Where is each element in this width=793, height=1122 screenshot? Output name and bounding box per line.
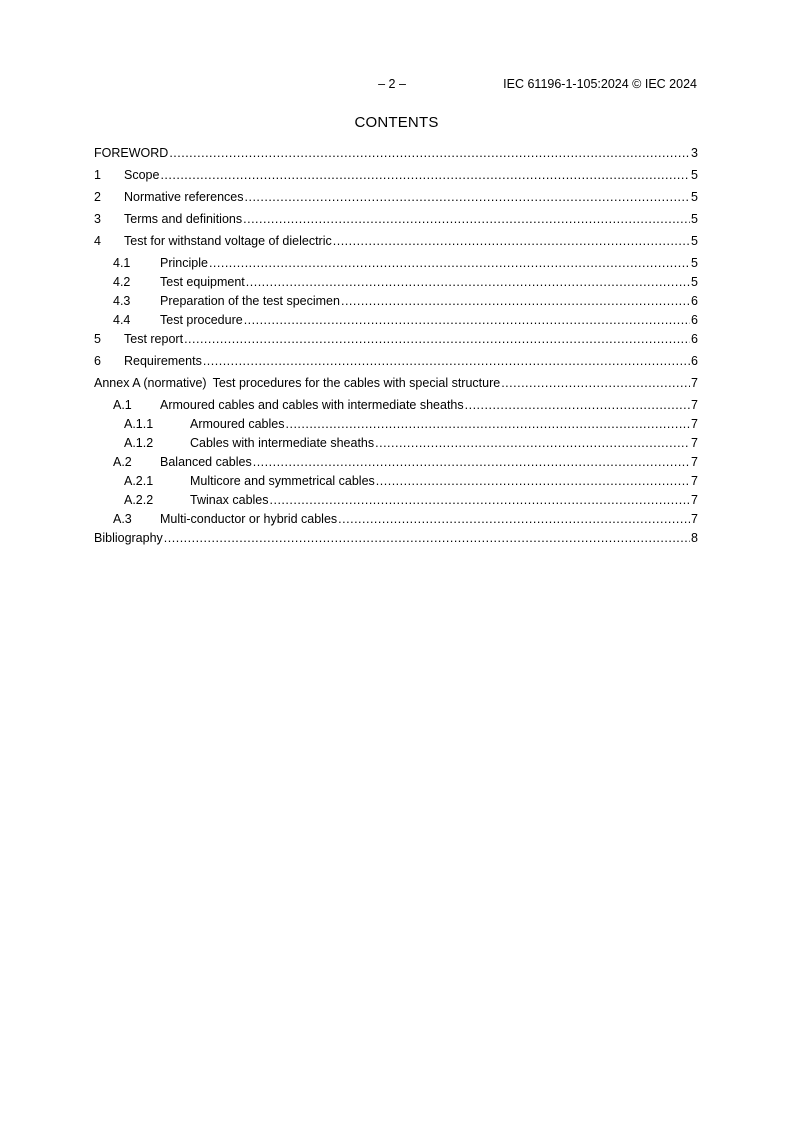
toc-entry-terms-and-definitions[interactable] [94, 211, 698, 227]
toc-entry-intermediate-sheaths[interactable] [94, 435, 698, 451]
table-of-contents [94, 145, 698, 546]
page-header [0, 76, 793, 92]
toc-entry-page: 6 [691, 354, 698, 368]
document-reference: IEC 61196-1-105:2024 © IEC 2024 [503, 77, 697, 91]
toc-entry-page: 5 [691, 168, 698, 182]
toc-entry-number: A.2 [113, 455, 132, 469]
toc-entry-test-procedure[interactable] [94, 312, 698, 328]
toc-entry-label: Multi-conductor or hybrid cables [160, 512, 338, 526]
toc-entry-label: Armoured cables and cables with intermediate sheaths [160, 398, 464, 412]
toc-entry-label: Test procedures for the cables with special structure [212, 376, 501, 390]
toc-dot-leader [376, 473, 690, 489]
toc-entry-foreword[interactable] [94, 145, 698, 161]
toc-entry-label: Principle [160, 256, 208, 270]
toc-dot-leader [465, 397, 690, 413]
toc-entry-annex-a[interactable] [94, 375, 698, 391]
toc-entry-number: A.1 [113, 398, 132, 412]
toc-entry-normative-references[interactable] [94, 189, 698, 205]
toc-entry-number: 2 [94, 190, 101, 204]
toc-entry-number: A.1.1 [124, 417, 154, 431]
toc-entry-multicore-symmetrical[interactable] [94, 473, 698, 489]
toc-entry-label: Test for withstand voltage of dielectric [124, 234, 332, 248]
toc-entry-label: Test procedure [160, 313, 243, 327]
toc-entry-page: 7 [691, 417, 698, 431]
toc-entry-page: 7 [691, 493, 698, 507]
toc-entry-number: 4.3 [113, 294, 131, 308]
toc-entry-label: Scope [124, 168, 160, 182]
toc-entry-multi-conductor-hybrid[interactable] [94, 511, 698, 527]
toc-entry-number: 4.1 [113, 256, 131, 270]
toc-entry-balanced-cables[interactable] [94, 454, 698, 470]
toc-entry-page: 6 [691, 294, 698, 308]
toc-entry-label: Test equipment [160, 275, 245, 289]
toc-entry-label: Multicore and symmetrical cables [190, 474, 375, 488]
toc-entry-test-withstand-voltage[interactable] [94, 233, 698, 249]
toc-entry-armoured-intermediate[interactable] [94, 397, 698, 413]
toc-entry-number: 1 [94, 168, 101, 182]
toc-dot-leader [338, 511, 690, 527]
toc-entry-number: 5 [94, 332, 101, 346]
toc-entry-page: 5 [691, 190, 698, 204]
toc-entry-page: 5 [691, 212, 698, 226]
toc-entry-label: Requirements [124, 354, 202, 368]
page-number: – 2 – [378, 77, 406, 91]
toc-entry-page: 8 [691, 531, 698, 545]
toc-entry-page: 7 [691, 455, 698, 469]
toc-entry-number: 6 [94, 354, 101, 368]
toc-entry-label: Armoured cables [190, 417, 285, 431]
toc-entry-preparation-test-specimen[interactable] [94, 293, 698, 309]
toc-entry-number: A.2.1 [124, 474, 154, 488]
toc-dot-leader [253, 454, 690, 470]
toc-entry-twinax-cables[interactable] [94, 492, 698, 508]
toc-entry-label: Preparation of the test specimen [160, 294, 340, 308]
toc-dot-leader [203, 353, 690, 369]
toc-dot-leader [164, 530, 690, 546]
toc-dot-leader [160, 167, 690, 183]
toc-dot-leader [375, 435, 690, 451]
toc-entry-number: 4.4 [113, 313, 131, 327]
toc-entry-label: FOREWORD [94, 146, 169, 160]
toc-entry-page: 5 [691, 275, 698, 289]
toc-entry-page: 7 [691, 436, 698, 450]
toc-dot-leader [286, 416, 691, 432]
contents-title: CONTENTS [354, 114, 439, 131]
toc-dot-leader [209, 255, 690, 271]
toc-entry-label: Twinax cables [190, 493, 269, 507]
toc-entry-label: Normative references [124, 190, 244, 204]
toc-dot-leader [246, 274, 690, 290]
toc-entry-page: 6 [691, 332, 698, 346]
toc-dot-leader [244, 312, 690, 328]
toc-dot-leader [333, 233, 690, 249]
toc-dot-leader [169, 145, 690, 161]
toc-entry-number: A.2.2 [124, 493, 154, 507]
toc-dot-leader [501, 375, 690, 391]
toc-entry-label: Terms and definitions [124, 212, 243, 226]
toc-entry-scope[interactable] [94, 167, 698, 183]
toc-entry-page: 3 [691, 146, 698, 160]
toc-entry-page: 5 [691, 256, 698, 270]
toc-entry-page: 7 [691, 512, 698, 526]
toc-entry-test-equipment[interactable] [94, 274, 698, 290]
toc-dot-leader [245, 189, 691, 205]
toc-entry-page: 7 [691, 474, 698, 488]
toc-entry-number: 3 [94, 212, 101, 226]
toc-entry-test-report[interactable] [94, 331, 698, 347]
toc-entry-armoured-cables[interactable] [94, 416, 698, 432]
toc-dot-leader [270, 492, 691, 508]
toc-entry-number: 4.2 [113, 275, 131, 289]
toc-entry-label: Cables with intermediate sheaths [190, 436, 375, 450]
toc-dot-leader [243, 211, 690, 227]
toc-entry-requirements[interactable] [94, 353, 698, 369]
toc-entry-number: A.3 [113, 512, 132, 526]
toc-entry-page: 7 [691, 376, 698, 390]
toc-entry-principle[interactable] [94, 255, 698, 271]
toc-entry-label: Balanced cables [160, 455, 252, 469]
toc-entry-number: Annex A (normative) [94, 376, 207, 390]
toc-dot-leader [341, 293, 690, 309]
toc-dot-leader [184, 331, 690, 347]
toc-entry-number: 4 [94, 234, 101, 248]
toc-entry-label: Bibliography [94, 531, 163, 545]
toc-entry-number: A.1.2 [124, 436, 154, 450]
toc-entry-page: 6 [691, 313, 698, 327]
toc-entry-label: Test report [124, 332, 184, 346]
toc-entry-page: 7 [691, 398, 698, 412]
toc-entry-page: 5 [691, 234, 698, 248]
toc-entry-bibliography[interactable] [94, 530, 698, 546]
